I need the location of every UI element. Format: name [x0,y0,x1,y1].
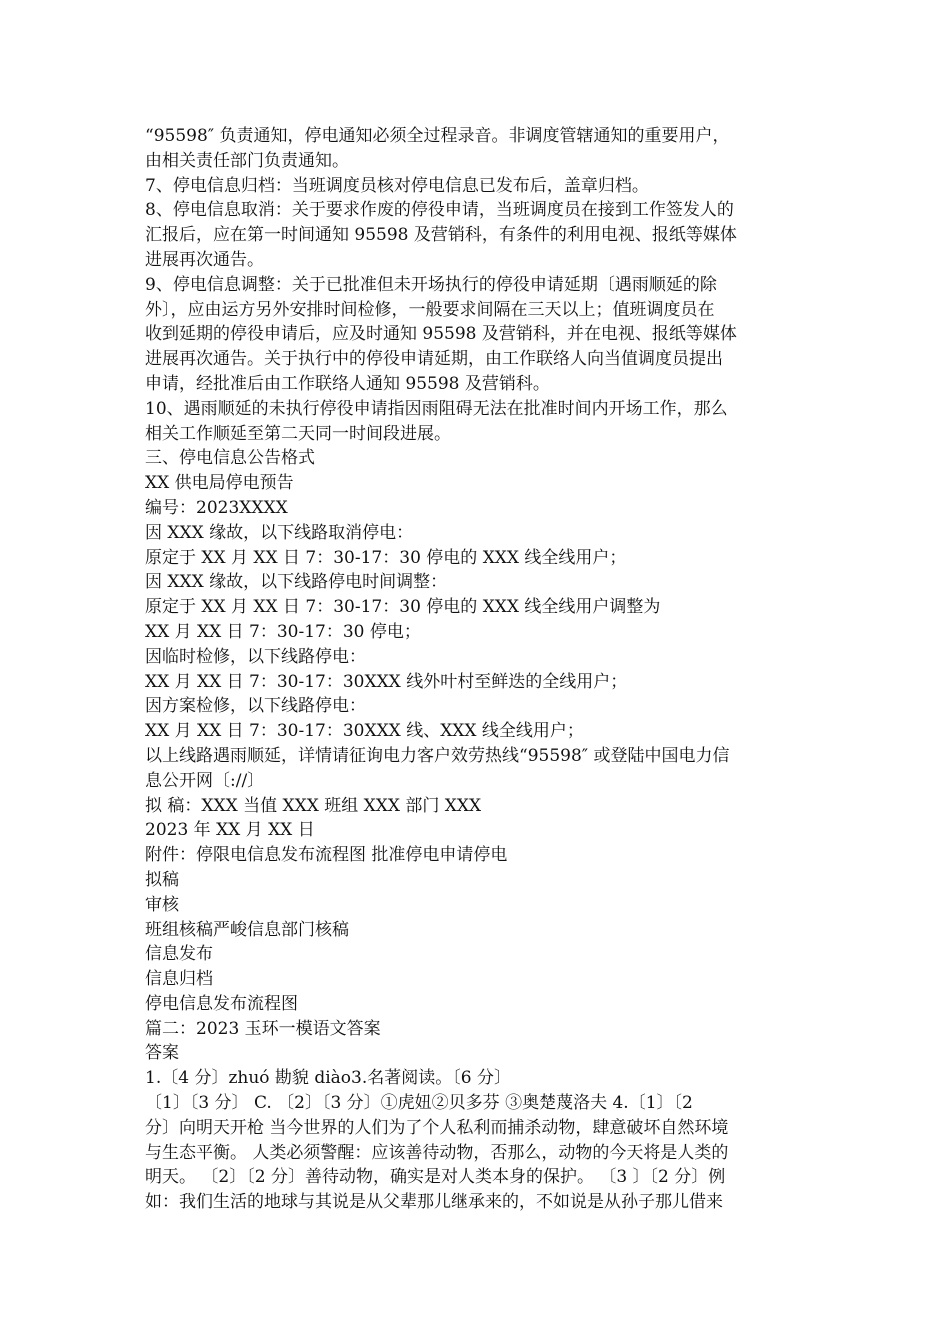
text-line: 相关工作顺延至第二天同一时间段进展。 [145,423,451,444]
text-line: 因 XXX 缘故，以下线路停电时间调整： [145,572,448,593]
text-line: 分〕向明天开枪 当今世界的人们为了个人私利而捕杀动物，肆意破坏自然环境 [145,1117,729,1138]
date-line: 2023 年 XX 月 XX 日 [145,820,315,841]
text-line: “95598″ 负责通知，停电通知必须全过程录音。非调度管辖通知的重要用户， [145,126,730,146]
section-heading: 篇二：2023 玉环一模语文答案 [145,1018,381,1039]
text-line: 原定于 XX 月 XX 日 7：30-17：30 停电的 XXX 线全线用户； [145,547,627,568]
text-line: XX 月 XX 日 7：30-17：30XXX 线、XXX 线全线用户； [145,721,584,742]
text-line: 8、停电信息取消：关于要求作废的停役申请，当班调度员在接到工作签发人的 [145,200,734,221]
text-line: 因 XXX 缘故，以下线路取消停电： [145,522,414,543]
text-line: XX 月 XX 日 7：30-17：30XXX 线外叶村至鲜迭的全线用户； [145,671,628,692]
text-line: 答案 [145,1043,179,1064]
text-line: 因临时检修，以下线路停电： [145,646,366,667]
text-line: 因方案检修，以下线路停电： [145,696,366,717]
text-line: 由相关责任部门负责通知。 [145,150,349,171]
text-line: 原定于 XX 月 XX 日 7：30-17：30 停电的 XXX 线全线用户调整为 [145,597,661,618]
text-line: 10、遇雨顺延的未执行停役申请指因雨阻碍无法在批准时间内开场工作，那么 [145,398,728,419]
text-line: 停电信息发布流程图 [145,993,298,1014]
document-body [145,124,810,1215]
section-heading: 三、停电信息公告格式 [145,448,315,469]
attachment-line: 附件：停限电信息发布流程图 批准停电申请停电 [145,845,508,866]
signature-line: 拟 稿：XXX 当值 XXX 班组 XXX 部门 XXX [145,795,482,816]
text-line: 班组核稿严峻信息部门核稿 [145,919,349,940]
text-line: 进展再次通告。 [145,249,264,270]
text-line: 申请，经批准后由工作联络人通知 95598 及营销科。 [145,373,550,394]
text-line: 收到延期的停役申请后，应及时通知 95598 及营销科，并在电视、报纸等媒体 [145,324,737,345]
text-line: XX 月 XX 日 7：30-17：30 停电； [145,621,421,642]
text-line: 拟稿 [145,869,179,890]
text-line: 审核 [145,894,179,915]
text-line: 息公开网〔://〕 [145,770,265,791]
text-line: 以上线路遇雨顺延，详情请征询电力客户效劳热线“95598″ 或登陆中国电力信 [145,745,730,766]
notice-number: 编号：2023XXXX [145,497,288,518]
text-line: 7、停电信息归档：当班调度员核对停电信息已发布后，盖章归档。 [145,175,649,196]
text-line: 1.〔4 分〕zhuó 勘貌 diào3.名著阅读。〔6 分〕 [145,1068,511,1089]
text-line: 与生态平衡。 人类必须警醒：应该善待动物，否那么，动物的今天将是人类的 [145,1142,729,1163]
notice-title: XX 供电局停电预告 [145,473,294,494]
text-line: 信息发布 [145,944,213,965]
text-line: 进展再次通告。关于执行中的停役申请延期，由工作联络人向当值调度员提出 [145,349,723,370]
text-line: 明天。 〔2〕〔2 分〕善待动物，确实是对人类本身的保护。 〔3 〕〔2 分〕例 [145,1167,726,1188]
text-line: 外〕，应由运方另外安排时间检修，一般要求间隔在三天以上；值班调度员在 [145,299,715,320]
text-line: 〔1〕〔3 分〕 C. 〔2〕〔3 分〕①虎妞②贝多芬 ③奥楚蔑洛夫 4.〔1〕〔2 [145,1093,693,1114]
text-line: 汇报后，应在第一时间通知 95598 及营销科，有条件的利用电视、报纸等媒体 [145,225,737,246]
text-line: 9、停电信息调整：关于已批准但未开场执行的停役申请延期〔遇雨顺延的除 [145,274,717,295]
text-line: 如：我们生活的地球与其说是从父辈那儿继承来的，不如说是从孙子那儿借来 [145,1192,723,1213]
text-line: 信息归档 [145,969,213,990]
